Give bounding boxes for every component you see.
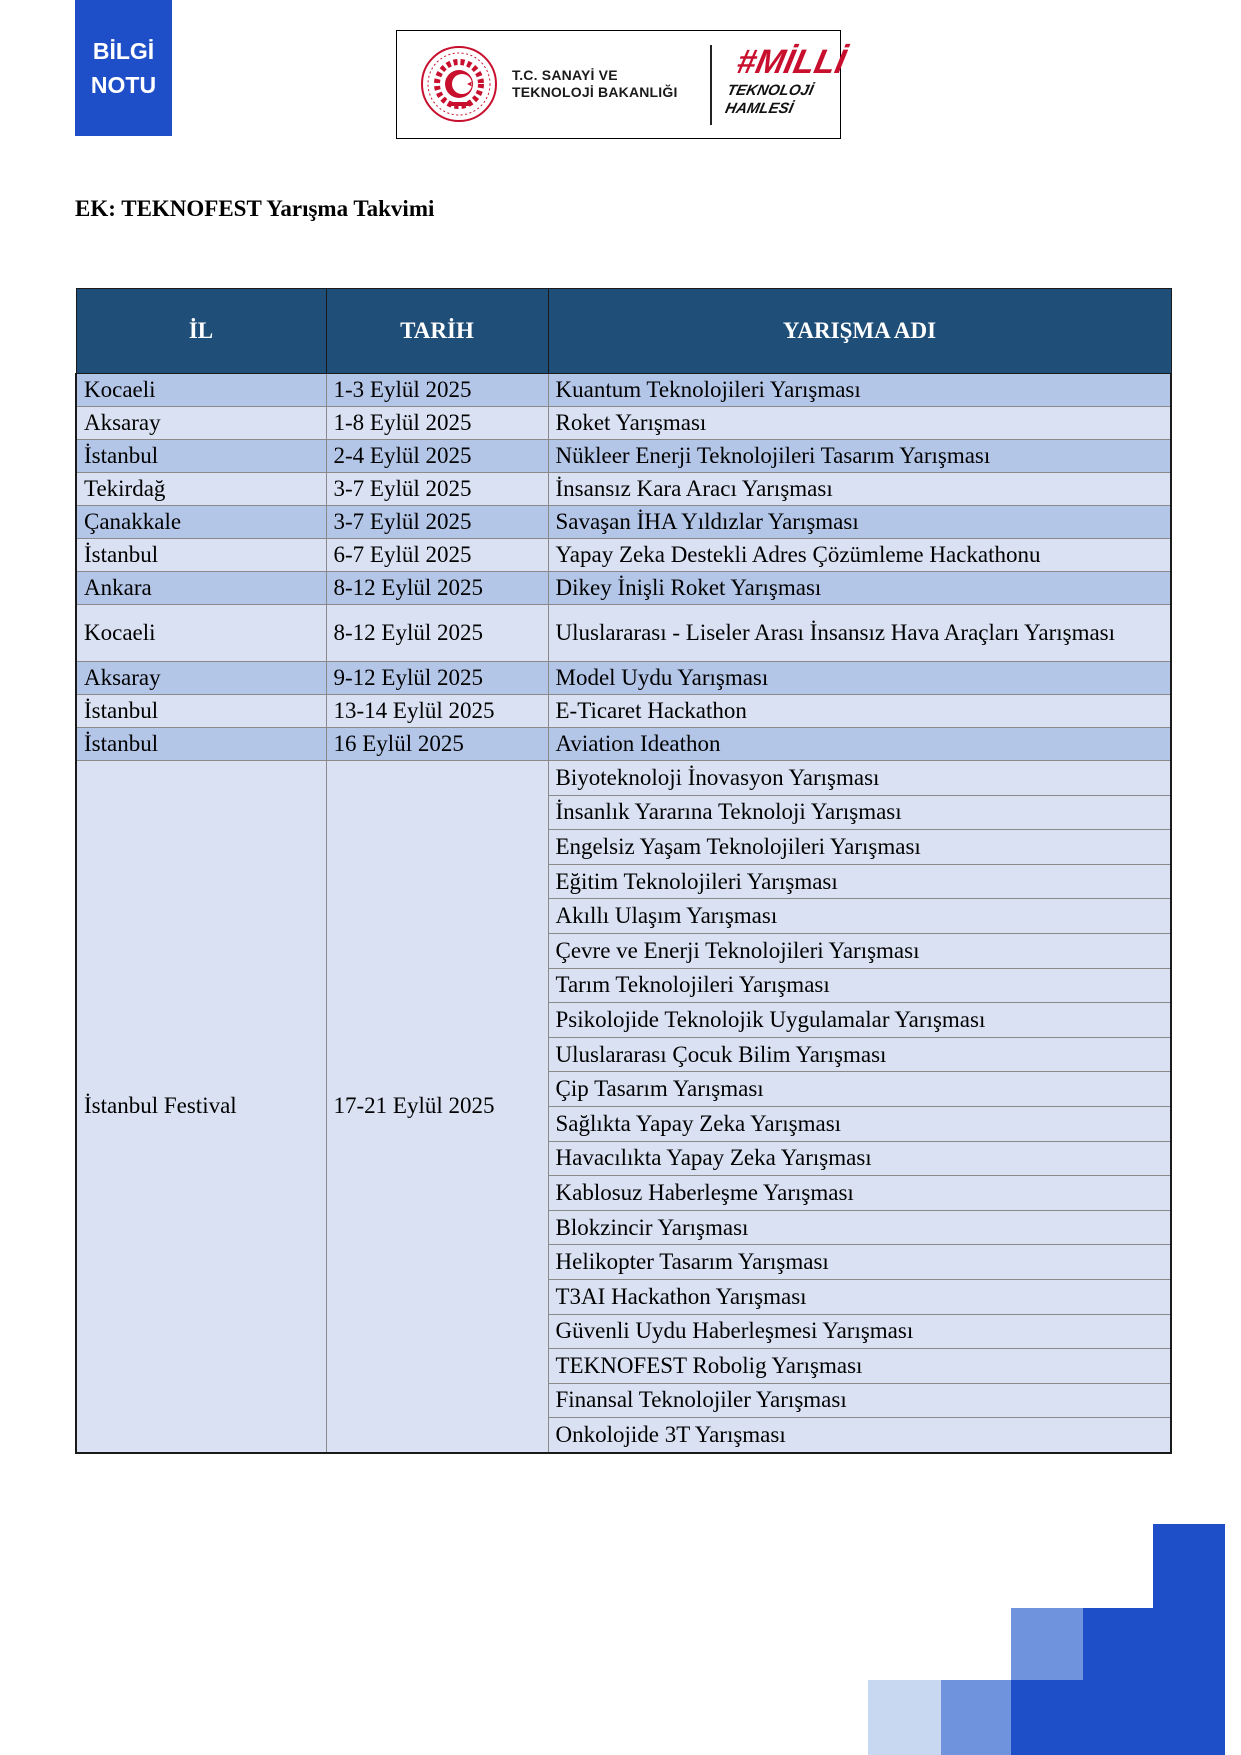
cell-yarisma-adi: İnsansız Kara Aracı Yarışması [548,473,1171,506]
decor-block-light [868,1680,943,1755]
festival-competition: Eğitim Teknolojileri Yarışması [548,864,1171,899]
cell-il: Çanakkale [76,506,326,539]
table-row [76,662,1171,695]
cell-tarih: 8-12 Eylül 2025 [326,605,548,662]
festival-tarih: 17-21 Eylül 2025 [326,761,548,1453]
header-tarih: TARİH [326,289,548,374]
table-row [76,440,1171,473]
cell-yarisma-adi: Kuantum Teknolojileri Yarışması [548,374,1171,407]
decor-block-mid-1 [941,1680,1013,1755]
cell-yarisma-adi: E-Ticaret Hackathon [548,695,1171,728]
cell-yarisma-adi: Roket Yarışması [548,407,1171,440]
table-row [76,605,1171,662]
festival-competition: T3AI Hackathon Yarışması [548,1279,1171,1314]
festival-competition: Tarım Teknolojileri Yarışması [548,968,1171,1003]
festival-competition: TEKNOFEST Robolig Yarışması [548,1349,1171,1384]
cell-yarisma-adi: Savaşan İHA Yıldızlar Yarışması [548,506,1171,539]
cell-tarih: 1-3 Eylül 2025 [326,374,548,407]
ministry-name-line-1: T.C. SANAYİ VE [512,67,618,83]
table-row [76,473,1171,506]
cell-tarih: 6-7 Eylül 2025 [326,539,548,572]
ministry-name [512,67,678,101]
cell-tarih: 13-14 Eylül 2025 [326,695,548,728]
cell-il: Aksaray [76,407,326,440]
cell-il: İstanbul [76,539,326,572]
milli-teknoloji-hamlesi-logo-icon [723,43,850,125]
cell-il: Aksaray [76,662,326,695]
festival-competition: Akıllı Ulaşım Yarışması [548,899,1171,934]
header-il: İL [76,289,326,374]
table-row [76,506,1171,539]
table-row [76,374,1171,407]
festival-competition: Havacılıkta Yapay Zeka Yarışması [548,1141,1171,1176]
festival-competition: Biyoteknoloji İnovasyon Yarışması [548,761,1171,796]
table-row [76,695,1171,728]
badge-line-1: BİLGİ [92,38,155,64]
festival-competition: Blokzincir Yarışması [548,1210,1171,1245]
table-header-row [76,289,1171,374]
ministry-seal-icon [419,44,499,124]
festival-row [76,761,1171,796]
cell-tarih: 3-7 Eylül 2025 [326,473,548,506]
cell-yarisma-adi: Uluslararası - Liseler Arası İnsansız Hava Araçları Yarışması [548,605,1171,662]
table-row [76,539,1171,572]
cell-il: İstanbul [76,695,326,728]
festival-competition: Uluslararası Çocuk Bilim Yarışması [548,1037,1171,1072]
cell-yarisma-adi: Model Uydu Yarışması [548,662,1171,695]
festival-competition: Kablosuz Haberleşme Yarışması [548,1176,1171,1211]
festival-competition: Güvenli Uydu Haberleşmesi Yarışması [548,1314,1171,1349]
festival-competition: Helikopter Tasarım Yarışması [548,1245,1171,1280]
cell-yarisma-adi: Yapay Zeka Destekli Adres Çözümleme Hackathonu [548,539,1171,572]
festival-competition: Finansal Teknolojiler Yarışması [548,1383,1171,1418]
cell-il: İstanbul [76,728,326,761]
cell-tarih: 8-12 Eylül 2025 [326,572,548,605]
brand-word-2: TEKNOLOJİ [725,82,815,99]
cell-il: İstanbul [76,440,326,473]
festival-competition: Engelsiz Yaşam Teknolojileri Yarışması [548,830,1171,865]
competition-calendar-table [75,288,1172,1454]
cell-tarih: 3-7 Eylül 2025 [326,506,548,539]
festival-competition: Sağlıkta Yapay Zeka Yarışması [548,1106,1171,1141]
header-yarisma-adi: YARIŞMA ADI [548,289,1171,374]
brand-word-3: HAMLESİ [723,100,795,117]
brand-hash: #MİLLİ [733,43,850,81]
ministry-name-line-2: TEKNOLOJİ BAKANLIĞI [512,84,678,100]
decor-block-mid-2 [1011,1608,1085,1682]
table-row [76,572,1171,605]
cell-tarih: 16 Eylül 2025 [326,728,548,761]
cell-yarisma-adi: Dikey İnişli Roket Yarışması [548,572,1171,605]
logo-divider [710,45,712,125]
table-row [76,407,1171,440]
ministry-logo-banner [396,30,850,139]
cell-il: Ankara [76,572,326,605]
table-row [76,728,1171,761]
info-note-badge [75,0,172,136]
page-heading: EK: TEKNOFEST Yarışma Takvimi [75,196,435,221]
festival-competition: Psikolojide Teknolojik Uygulamalar Yarışması [548,1003,1171,1038]
festival-competition: Çevre ve Enerji Teknolojileri Yarışması [548,933,1171,968]
decor-block-dark-2 [1083,1608,1153,1755]
cell-tarih: 9-12 Eylül 2025 [326,662,548,695]
cell-yarisma-adi: Aviation Ideathon [548,728,1171,761]
decor-block-dark-3 [1153,1524,1225,1755]
festival-competition: Onkolojide 3T Yarışması [548,1418,1171,1453]
cell-tarih: 2-4 Eylül 2025 [326,440,548,473]
festival-competition: Çip Tasarım Yarışması [548,1072,1171,1107]
cell-il: Kocaeli [76,605,326,662]
festival-competition: İnsanlık Yararına Teknoloji Yarışması [548,795,1171,830]
cell-il: Kocaeli [76,374,326,407]
cell-yarisma-adi: Nükleer Enerji Teknolojileri Tasarım Yarışması [548,440,1171,473]
decor-block-dark-1 [1011,1680,1085,1755]
cell-tarih: 1-8 Eylül 2025 [326,407,548,440]
festival-il: İstanbul Festival [76,761,326,1453]
cell-il: Tekirdağ [76,473,326,506]
badge-line-2: NOTU [90,72,157,98]
